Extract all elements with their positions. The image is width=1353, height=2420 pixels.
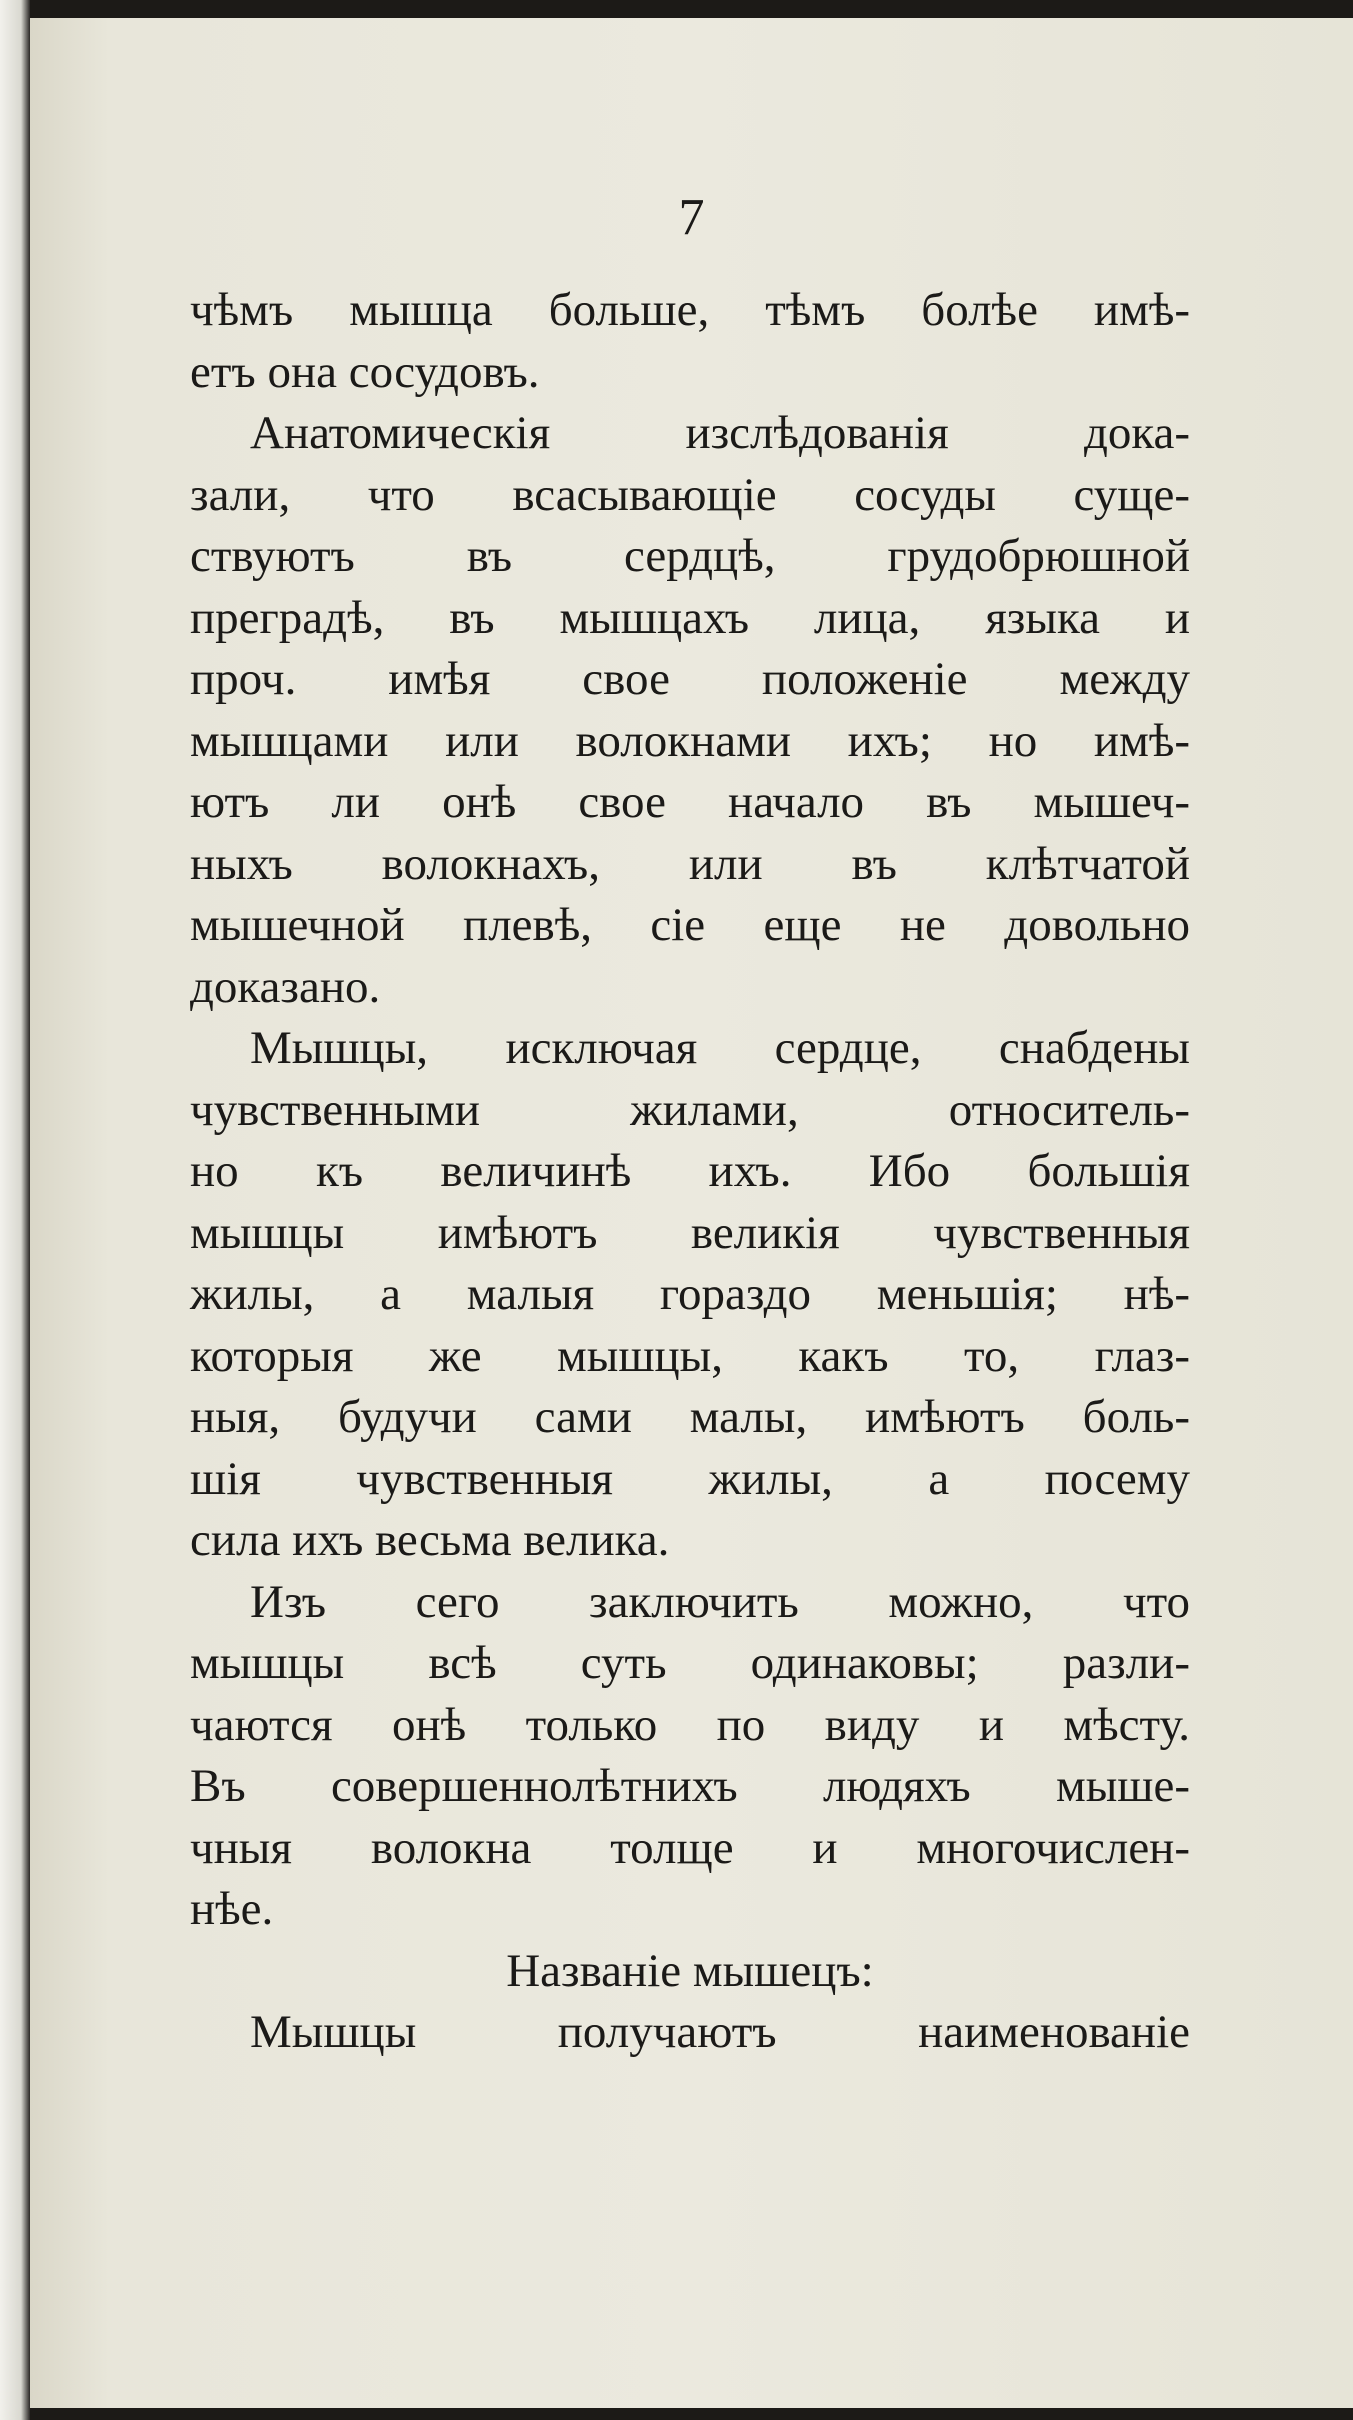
text-line: Анатомическія изслѣдованія дока-	[250, 407, 1190, 459]
text-line: ныхъ волокнахъ, или въ клѣтчатой	[190, 837, 1190, 890]
text-line: зали, что всасывающіе сосуды суще-	[190, 468, 1190, 521]
text-line: ствуютъ въ сердцѣ, грудобрюшной	[190, 530, 1190, 582]
text-line: чаются онѣ только по виду и мѣсту.	[190, 1698, 1190, 1751]
text-line: мышцами или волокнами ихъ; но имѣ-	[190, 714, 1190, 767]
text-line: нѣе.	[190, 1883, 274, 1935]
text-line: етъ она сосудовъ.	[190, 345, 540, 398]
text-line: Изъ сего заключить можно, что	[250, 1575, 1190, 1628]
text-line: мышцы всѣ суть одинаковы; разли-	[190, 1637, 1190, 1689]
text-line: ютъ ли онѣ свое начало въ мышеч-	[190, 776, 1190, 828]
text-line: Мышцы, исключая сердце, снабдены	[250, 1022, 1190, 1074]
text-line: чныя волокна толще и многочислен-	[190, 1821, 1190, 1874]
text-line: Въ совершеннолѣтнихъ людяхъ мыше-	[190, 1760, 1190, 1812]
text-line: преградѣ, въ мышцахъ лица, языка и	[190, 591, 1190, 644]
text-line: ныя, будучи сами малы, имѣютъ боль-	[190, 1391, 1190, 1443]
text-line: доказано.	[190, 960, 381, 1013]
text-line: но къ величинѣ ихъ. Ибо большія	[190, 1145, 1190, 1197]
text-line: Мышцы получаютъ наименованіе	[250, 2006, 1190, 2058]
text-line: шія чувственныя жилы, а посему	[190, 1452, 1190, 1505]
page-edge	[0, 0, 30, 2420]
text-line: сила ихъ весьма велика.	[190, 1514, 670, 1566]
page-number: 7	[678, 189, 705, 246]
book-page	[30, 18, 1353, 2408]
text-line: проч. имѣя свое положеніе между	[190, 653, 1190, 705]
text-line: мышцы имѣютъ великія чувственныя	[190, 1206, 1190, 1259]
text-line: которыя же мышцы, какъ то, глаз-	[190, 1329, 1190, 1382]
text-line: чѣмъ мышца больше, тѣмъ болѣе имѣ-	[190, 284, 1190, 336]
text-line: жилы, а малыя гораздо меньшія; нѣ-	[190, 1268, 1190, 1320]
body-text	[190, 280, 1190, 2064]
text-line: мышечной плевѣ, сіе еще не довольно	[190, 899, 1190, 951]
text-line: чувственными жилами, относитель-	[190, 1083, 1190, 1136]
section-heading: Названіе мышецъ:	[506, 1944, 874, 1997]
